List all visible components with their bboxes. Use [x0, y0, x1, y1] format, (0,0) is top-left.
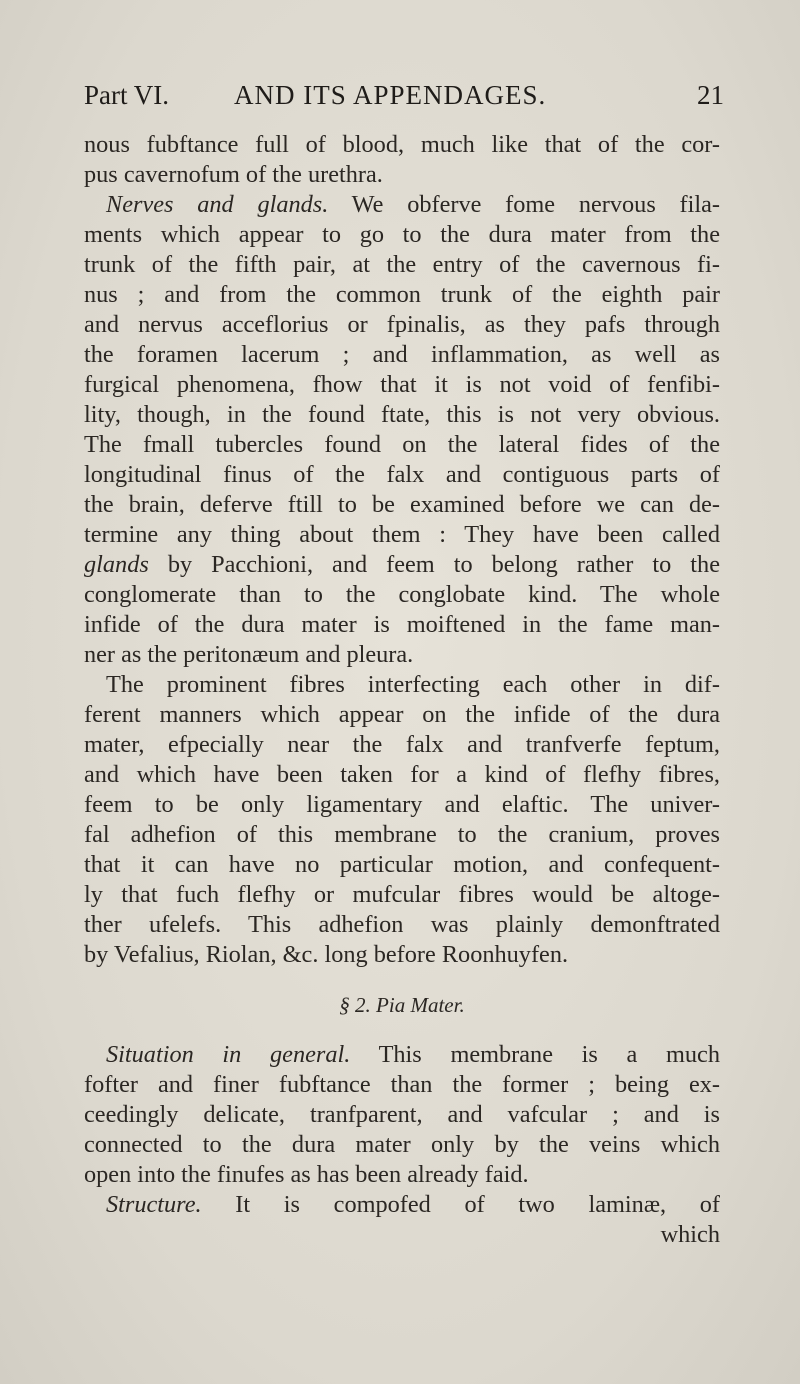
text-line: the brain, deferve ftill to be examined before we can de-: [84, 491, 720, 518]
text-line: and nervus acceflorius or fpinalis, as they pafs through: [84, 311, 720, 338]
catchword: which: [660, 1221, 720, 1248]
text-line: conglomerate than to the conglobate kind. The whole: [84, 581, 720, 608]
body-text: [84, 130, 720, 1250]
text-line: longitudinal finus of the falx and contiguous parts of: [84, 461, 720, 488]
text-line: connected to the dura mater only by the veins which: [84, 1131, 720, 1158]
text-line: termine any thing about them : They have been called: [84, 521, 720, 548]
running-header: [84, 80, 724, 116]
text-line: fal adhefion of this membrane to the cranium, proves: [84, 821, 720, 848]
text-line: infide of the dura mater is moiftened in the fame man-: [84, 611, 720, 638]
page-number: 21: [697, 80, 724, 110]
section-heading: § 2. Pia Mater.: [339, 993, 465, 1017]
running-title: AND ITS APPENDAGES.: [234, 80, 547, 110]
text-line: nous fubftance full of blood, much like that of the cor-: [84, 131, 720, 158]
text-line: pus cavernofum of the urethra.: [84, 161, 383, 188]
spacer: [84, 970, 720, 990]
text-line: Nerves and glands. We obferve fome nervous fila-: [106, 191, 721, 218]
run-in-heading: Nerves and glands.: [106, 191, 329, 218]
text-line: nus ; and from the common trunk of the eighth pair: [84, 281, 720, 308]
italic-term: glands: [84, 551, 149, 578]
run-in-heading: Structure.: [106, 1191, 202, 1218]
text-line: Structure. It is compofed of two laminæ, of: [106, 1191, 720, 1218]
text-line: lity, though, in the found ftate, this is not very obvious.: [84, 401, 720, 428]
text-line: mater, efpecially near the falx and tranfverfe feptum,: [84, 731, 720, 758]
text-line: The fmall tubercles found on the lateral fides of the: [84, 431, 720, 458]
text-line: The prominent fibres interfecting each other in dif-: [106, 671, 720, 698]
text-line: ner as the peritonæum and pleura.: [84, 641, 414, 668]
text-line: ments which appear to go to the dura mater from the: [84, 221, 720, 248]
text-line: feem to be only ligamentary and elaftic. The univer-: [84, 791, 720, 818]
run-in-heading: Situation in general.: [106, 1041, 351, 1068]
text-line: the foramen lacerum ; and inflammation, as well as: [84, 341, 720, 368]
text-line: ceedingly delicate, tranfparent, and vafcular ; and is: [84, 1101, 720, 1128]
text-line: by Vefalius, Riolan, &c. long before Roonhuyfen.: [84, 941, 569, 968]
text-line: and which have been taken for a kind of flefhy fibres,: [84, 761, 720, 788]
text-line: that it can have no particular motion, and confequent-: [84, 851, 720, 878]
text-line: ferent manners which appear on the infide of the dura: [84, 701, 720, 728]
text-line: glands by Pacchioni, and feem to belong rather to the: [84, 551, 720, 578]
text-line: Situation in general. This membrane is a much: [106, 1041, 720, 1068]
spacer: [84, 1020, 720, 1040]
text-line: open into the finufes as has been already faid.: [84, 1161, 529, 1188]
text-line: furgical phenomena, fhow that it is not void of fenfibi-: [84, 371, 720, 398]
text-line: trunk of the fifth pair, at the entry of the cavernous fi-: [84, 251, 720, 278]
part-label: Part VI.: [84, 80, 169, 110]
text-line: ly that fuch flefhy or mufcular fibres would be altoge-: [84, 881, 720, 908]
text-line: fofter and finer fubftance than the former ; being ex-: [84, 1071, 720, 1098]
text-line: ther ufelefs. This adhefion was plainly demonftrated: [84, 911, 720, 938]
